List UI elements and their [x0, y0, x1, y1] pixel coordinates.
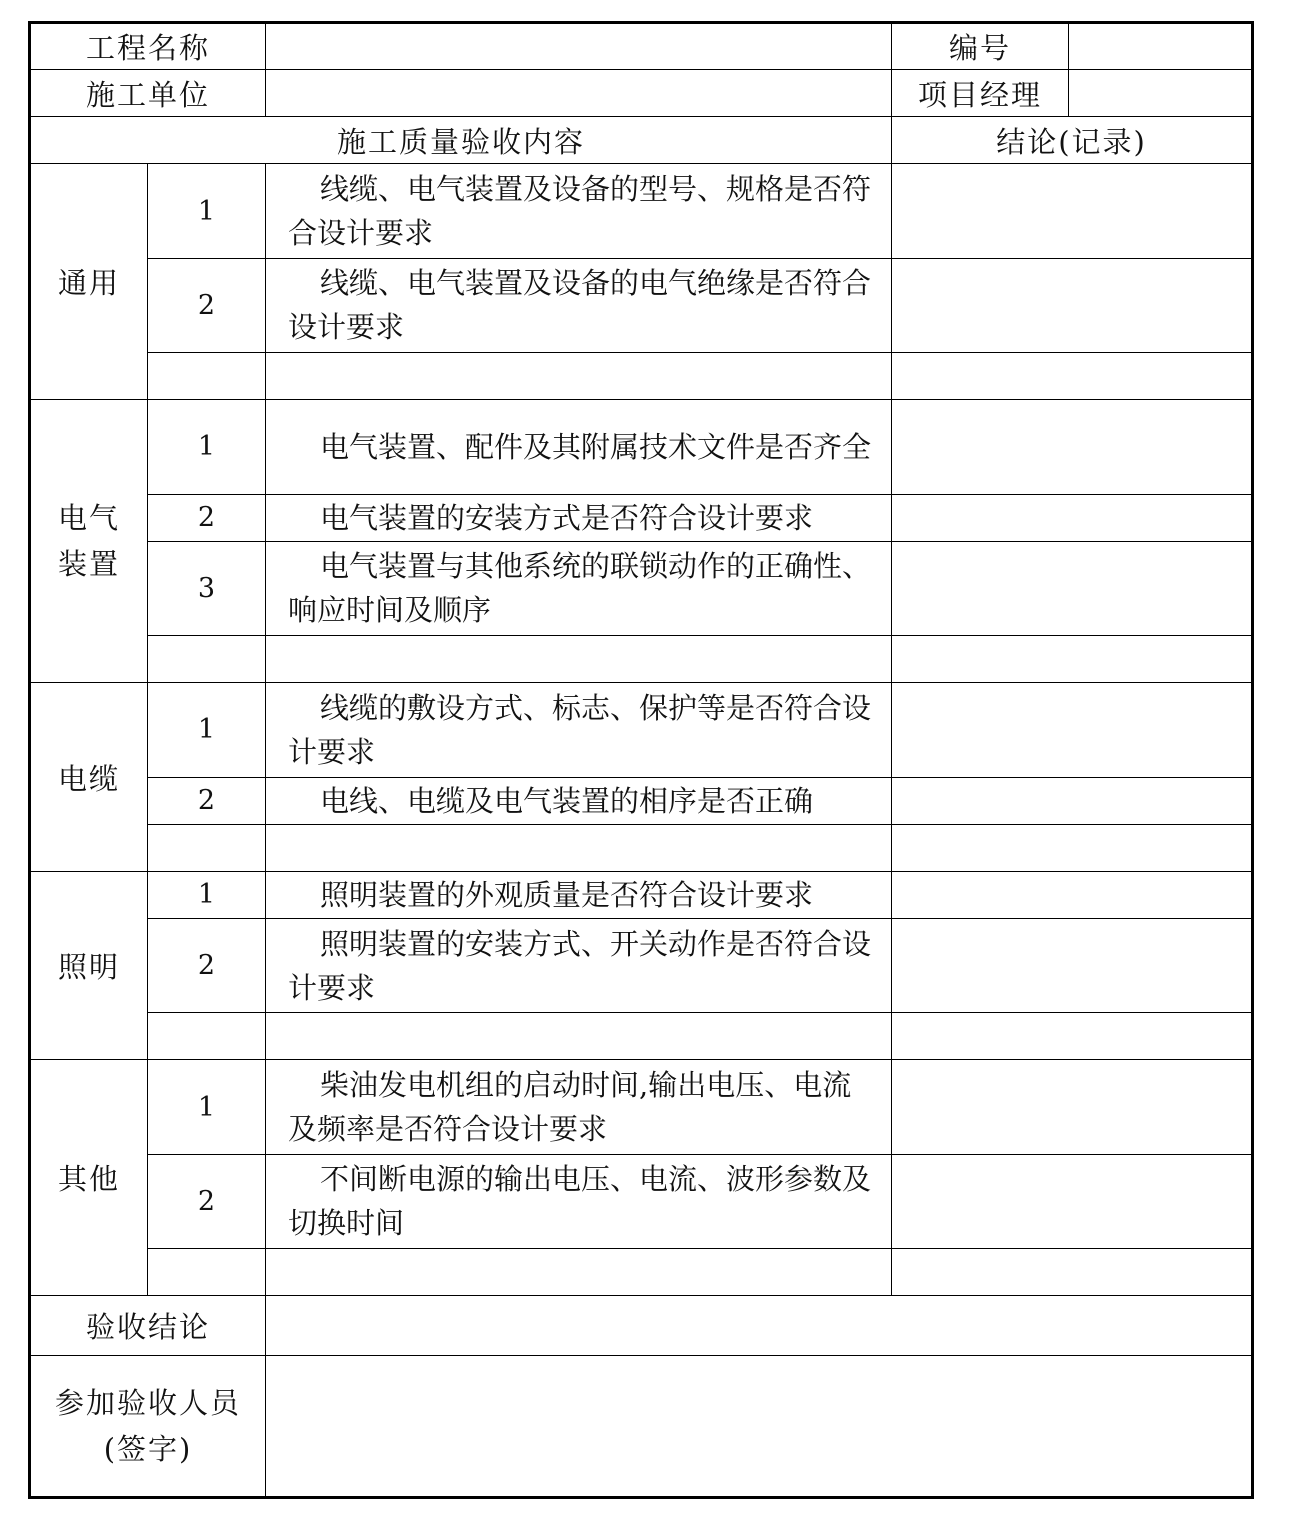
item-description: 电气装置的安装方式是否符合设计要求	[266, 494, 892, 541]
group-label: 电气装置	[30, 400, 148, 683]
contractor-label: 施工单位	[30, 70, 266, 117]
acceptance-record-table	[28, 21, 1254, 1499]
item-description	[266, 636, 892, 683]
group-label: 通用	[30, 164, 148, 400]
item-description: 线缆、电气装置及设备的型号、规格是否符合设计要求	[266, 164, 892, 258]
item-number: 1	[148, 683, 266, 777]
item-number: 1	[148, 1060, 266, 1154]
participants-label	[30, 1356, 266, 1498]
item-number: 1	[148, 871, 266, 918]
item-description	[266, 1249, 892, 1296]
item-number	[148, 824, 266, 871]
item-result-field[interactable]	[892, 824, 1253, 871]
contractor-field[interactable]	[266, 70, 892, 117]
group-label: 其他	[30, 1060, 148, 1296]
group-label: 照明	[30, 871, 148, 1060]
item-number: 2	[148, 1154, 266, 1248]
item-description: 电气装置与其他系统的联锁动作的正确性、响应时间及顺序	[266, 541, 892, 635]
participants-label-main: 参加验收人员	[55, 1386, 242, 1421]
item-description: 线缆、电气装置及设备的电气绝缘是否符合设计要求	[266, 258, 892, 352]
item-result-field[interactable]	[892, 400, 1253, 494]
item-description	[266, 1013, 892, 1060]
conclusion-header: 结论(记录)	[892, 117, 1253, 164]
item-result-field[interactable]	[892, 777, 1253, 824]
item-description: 柴油发电机组的启动时间,输出电压、电流及频率是否符合设计要求	[266, 1060, 892, 1154]
item-number	[148, 1249, 266, 1296]
project-manager-field[interactable]	[1069, 70, 1253, 117]
item-number	[148, 1013, 266, 1060]
group-label: 电缆	[30, 683, 148, 872]
content-header: 施工质量验收内容	[30, 117, 892, 164]
item-result-field[interactable]	[892, 918, 1253, 1012]
project-manager-label: 项目经理	[892, 70, 1069, 117]
item-number: 2	[148, 258, 266, 352]
item-result-field[interactable]	[892, 494, 1253, 541]
project-name-label: 工程名称	[30, 23, 266, 70]
item-result-field[interactable]	[892, 871, 1253, 918]
acceptance-conclusion-label: 验收结论	[30, 1296, 266, 1356]
item-result-field[interactable]	[892, 1013, 1253, 1060]
item-result-field[interactable]	[892, 1060, 1253, 1154]
item-description: 电线、电缆及电气装置的相序是否正确	[266, 777, 892, 824]
item-number: 1	[148, 400, 266, 494]
item-number: 2	[148, 918, 266, 1012]
number-field[interactable]	[1069, 23, 1253, 70]
participants-label-sub: (签字)	[103, 1432, 193, 1467]
project-name-field[interactable]	[266, 23, 892, 70]
item-description: 照明装置的安装方式、开关动作是否符合设计要求	[266, 918, 892, 1012]
item-result-field[interactable]	[892, 164, 1253, 258]
participants-signature-field[interactable]	[266, 1356, 1253, 1498]
item-description: 电气装置、配件及其附属技术文件是否齐全	[266, 400, 892, 494]
item-result-field[interactable]	[892, 636, 1253, 683]
item-number	[148, 353, 266, 400]
item-result-field[interactable]	[892, 1249, 1253, 1296]
item-result-field[interactable]	[892, 1154, 1253, 1248]
item-description: 不间断电源的输出电压、电流、波形参数及切换时间	[266, 1154, 892, 1248]
item-number: 2	[148, 777, 266, 824]
item-number	[148, 636, 266, 683]
item-number: 2	[148, 494, 266, 541]
item-result-field[interactable]	[892, 258, 1253, 352]
item-description	[266, 353, 892, 400]
item-number: 1	[148, 164, 266, 258]
item-description: 照明装置的外观质量是否符合设计要求	[266, 871, 892, 918]
acceptance-conclusion-field[interactable]	[266, 1296, 1253, 1356]
item-description: 线缆的敷设方式、标志、保护等是否符合设计要求	[266, 683, 892, 777]
item-number: 3	[148, 541, 266, 635]
number-label: 编号	[892, 23, 1069, 70]
item-description	[266, 824, 892, 871]
item-result-field[interactable]	[892, 683, 1253, 777]
item-result-field[interactable]	[892, 541, 1253, 635]
item-result-field[interactable]	[892, 353, 1253, 400]
